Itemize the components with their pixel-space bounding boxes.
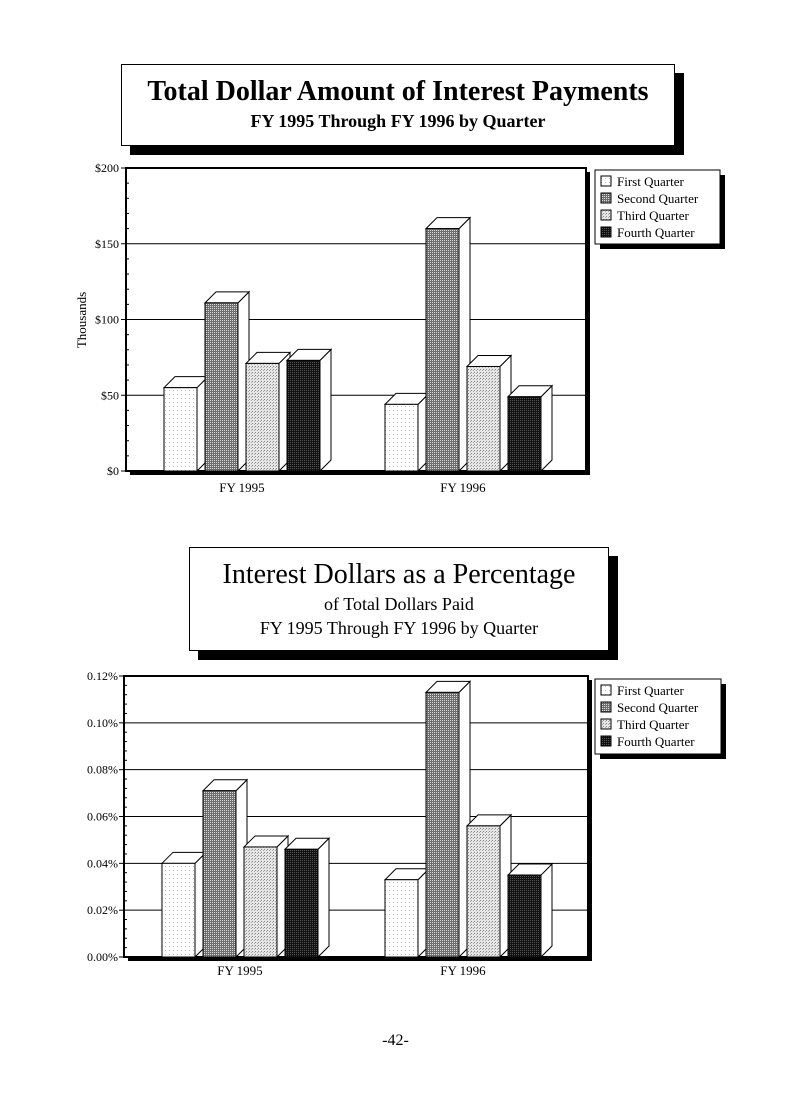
chart2-xtick-label: FY 1995 bbox=[217, 963, 263, 978]
chart1-bar-2-1 bbox=[205, 303, 238, 471]
chart1-bar-3-2 bbox=[467, 366, 500, 471]
chart1-legend-swatch-1 bbox=[601, 176, 611, 186]
chart2-bar-4-1-side bbox=[318, 838, 329, 957]
chart2-bar-4-2 bbox=[508, 875, 541, 957]
chart2-subtitle: of Total Dollars Paid bbox=[324, 594, 474, 614]
chart2-bar-1-2 bbox=[385, 880, 418, 957]
chart1-legend-label-1: First Quarter bbox=[617, 174, 684, 189]
chart2-ytick-label: 0.02% bbox=[87, 903, 118, 918]
chart1-title: Total Dollar Amount of Interest Payments bbox=[147, 76, 649, 107]
chart1-ytick-label: $0 bbox=[107, 464, 119, 478]
chart2-bar-3-1 bbox=[244, 847, 277, 957]
chart1-legend-swatch-2 bbox=[601, 193, 611, 203]
chart2-bar-4-1 bbox=[285, 849, 318, 957]
chart1-legend-swatch-3 bbox=[601, 210, 611, 220]
chart2-legend-label-1: First Quarter bbox=[617, 683, 684, 698]
chart2-legend-swatch-4 bbox=[601, 736, 611, 746]
chart2-ytick-label: 0.06% bbox=[87, 809, 118, 824]
chart1-ytick-label: $50 bbox=[101, 388, 119, 403]
chart1-bar-4-2 bbox=[508, 397, 541, 471]
chart2-ytick-label: 0.00% bbox=[87, 950, 118, 964]
chart1-xtick-label: FY 1995 bbox=[219, 480, 265, 495]
chart1-legend-label-3: Third Quarter bbox=[617, 208, 689, 223]
chart2-ytick-label: 0.12% bbox=[87, 669, 118, 683]
chart2-legend-swatch-2 bbox=[601, 702, 611, 712]
chart1-ytick-label: $100 bbox=[95, 312, 119, 327]
chart2-bar-3-2 bbox=[467, 826, 500, 957]
chart2-xtick-label: FY 1996 bbox=[440, 963, 486, 978]
chart2-legend-label-4: Fourth Quarter bbox=[617, 734, 695, 749]
chart2-bar-2-1 bbox=[203, 791, 236, 957]
chart1-legend-swatch-4 bbox=[601, 227, 611, 237]
chart1-bar-4-2-side bbox=[541, 386, 552, 471]
chart2-legend-label-3: Third Quarter bbox=[617, 717, 689, 732]
chart2-title: Interest Dollars as a Percentage bbox=[222, 559, 576, 590]
chart2-bar-4-2-side bbox=[541, 864, 552, 957]
chart2-ytick-label: 0.10% bbox=[87, 715, 118, 730]
chart1-legend-label-2: Second Quarter bbox=[617, 191, 699, 206]
chart1-bar-1-2 bbox=[385, 404, 418, 471]
chart2-legend-label-2: Second Quarter bbox=[617, 700, 699, 715]
chart2-subtitle-2: FY 1995 Through FY 1996 by Quarter bbox=[259, 618, 539, 638]
chart1-bar-4-1-side bbox=[320, 349, 331, 471]
chart2-ytick-label: 0.08% bbox=[87, 762, 118, 777]
chart1-ytick-label: $150 bbox=[95, 236, 119, 251]
chart1-bar-3-1 bbox=[246, 363, 279, 471]
chart2-bar-1-1 bbox=[162, 863, 195, 957]
chart1-legend-label-4: Fourth Quarter bbox=[617, 225, 695, 240]
chart1-subtitle: FY 1995 Through FY 1996 by Quarter bbox=[250, 111, 546, 131]
chart1-bar-4-1 bbox=[287, 360, 320, 471]
chart1-bar-2-2 bbox=[426, 229, 459, 471]
page-number: -42- bbox=[382, 1032, 409, 1049]
chart1-ytick-label: $200 bbox=[95, 161, 119, 175]
chart1-bar-1-1 bbox=[164, 388, 197, 471]
chart1-ylabel: Thousands bbox=[74, 291, 89, 349]
chart2-legend-swatch-3 bbox=[601, 719, 611, 729]
chart2-bar-2-2 bbox=[426, 692, 459, 957]
chart2-ytick-label: 0.04% bbox=[87, 856, 118, 871]
chart1-xtick-label: FY 1996 bbox=[440, 480, 486, 495]
chart2-legend-swatch-1 bbox=[601, 685, 611, 695]
